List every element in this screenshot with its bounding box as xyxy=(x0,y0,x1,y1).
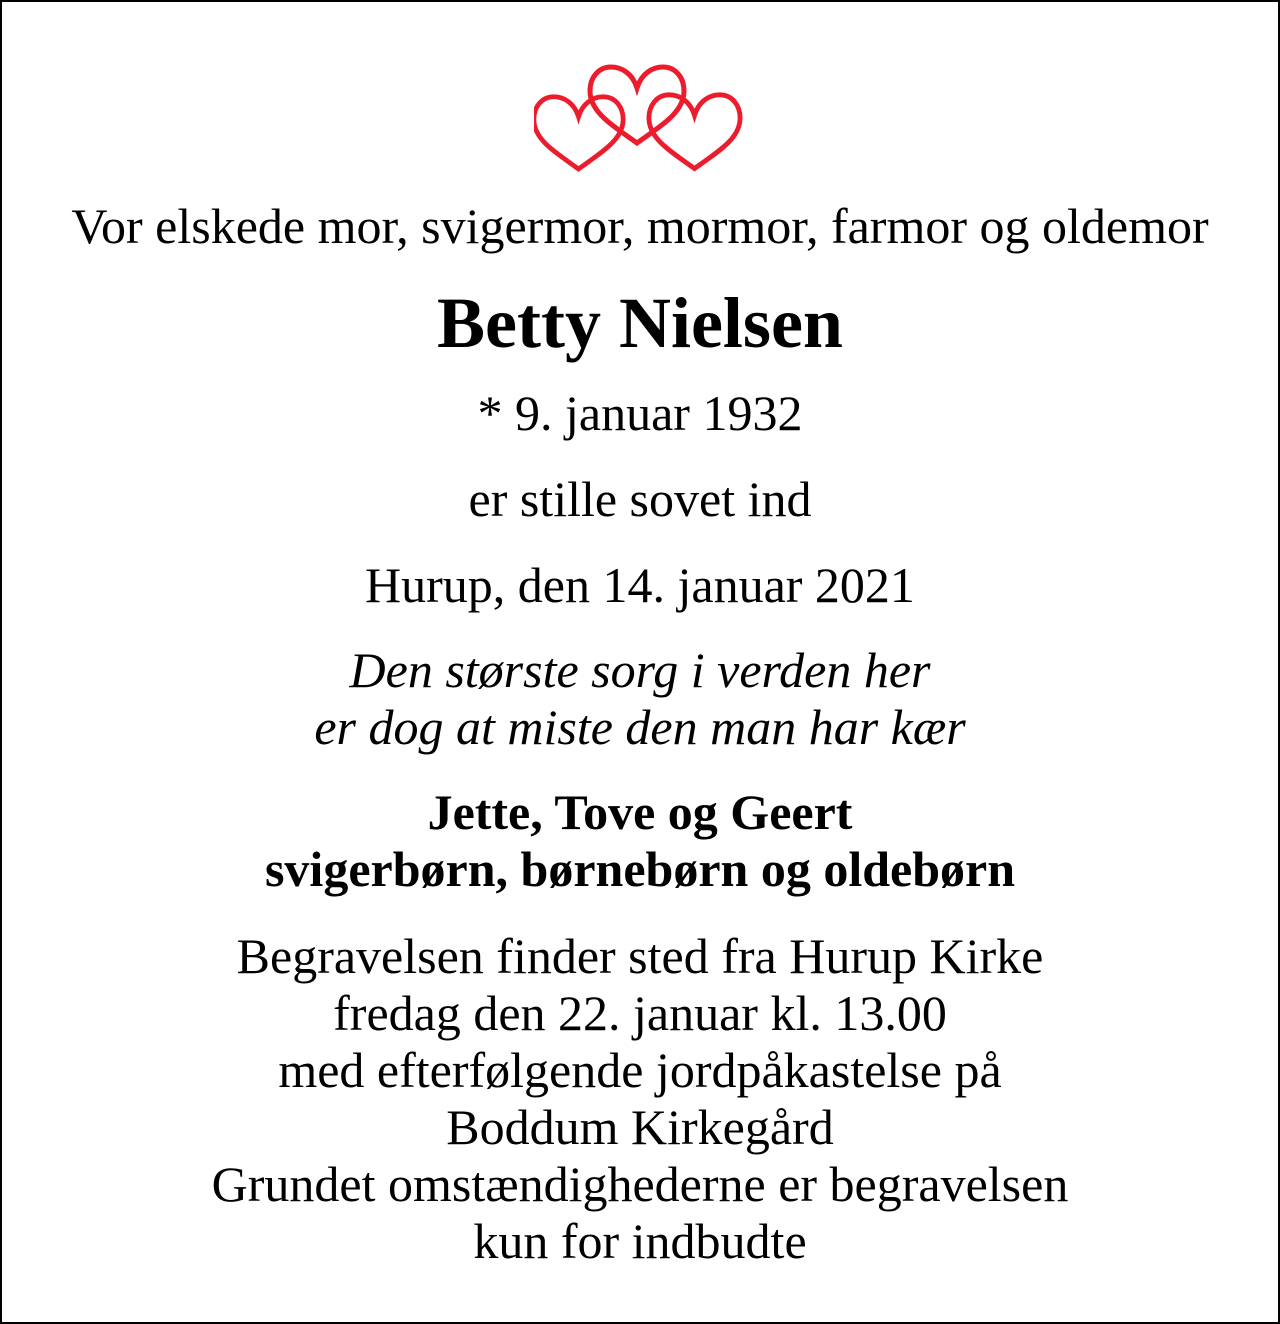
hearts-icon xyxy=(534,62,746,172)
verse-line: er dog at miste den man har kær xyxy=(314,699,966,755)
signatories-line: svigerbørn, børnebørn og oldebørn xyxy=(264,841,1016,897)
deceased-name: Betty Nielsen xyxy=(437,283,843,363)
funeral-details-line: Begravelsen finder sted fra Hurup Kirke xyxy=(236,928,1044,984)
funeral-details xyxy=(2,928,1278,1270)
funeral-details-line: Boddum Kirkegård xyxy=(446,1099,834,1155)
signatories xyxy=(2,784,1278,898)
signatories-line: Jette, Tove og Geert xyxy=(427,784,853,840)
memorial-verse xyxy=(2,642,1278,756)
verse-line: Den største sorg i verden her xyxy=(349,642,931,698)
funeral-details-line: kun for indbudte xyxy=(473,1213,807,1269)
birth-date-line: * 9. januar 1932 xyxy=(477,385,803,441)
funeral-details-line: fredag den 22. januar kl. 13.00 xyxy=(333,985,947,1041)
place-date-line: Hurup, den 14. januar 2021 xyxy=(365,557,915,613)
funeral-details-line: Grundet omstændighederne er begravelsen xyxy=(211,1156,1069,1212)
death-statement-line: er stille sovet ind xyxy=(468,471,812,527)
funeral-details-line: med efterfølgende jordpåkastelse på xyxy=(278,1042,1002,1098)
intro-line: Vor elskede mor, svigermor, mormor, farmor og oldemor xyxy=(71,198,1209,254)
